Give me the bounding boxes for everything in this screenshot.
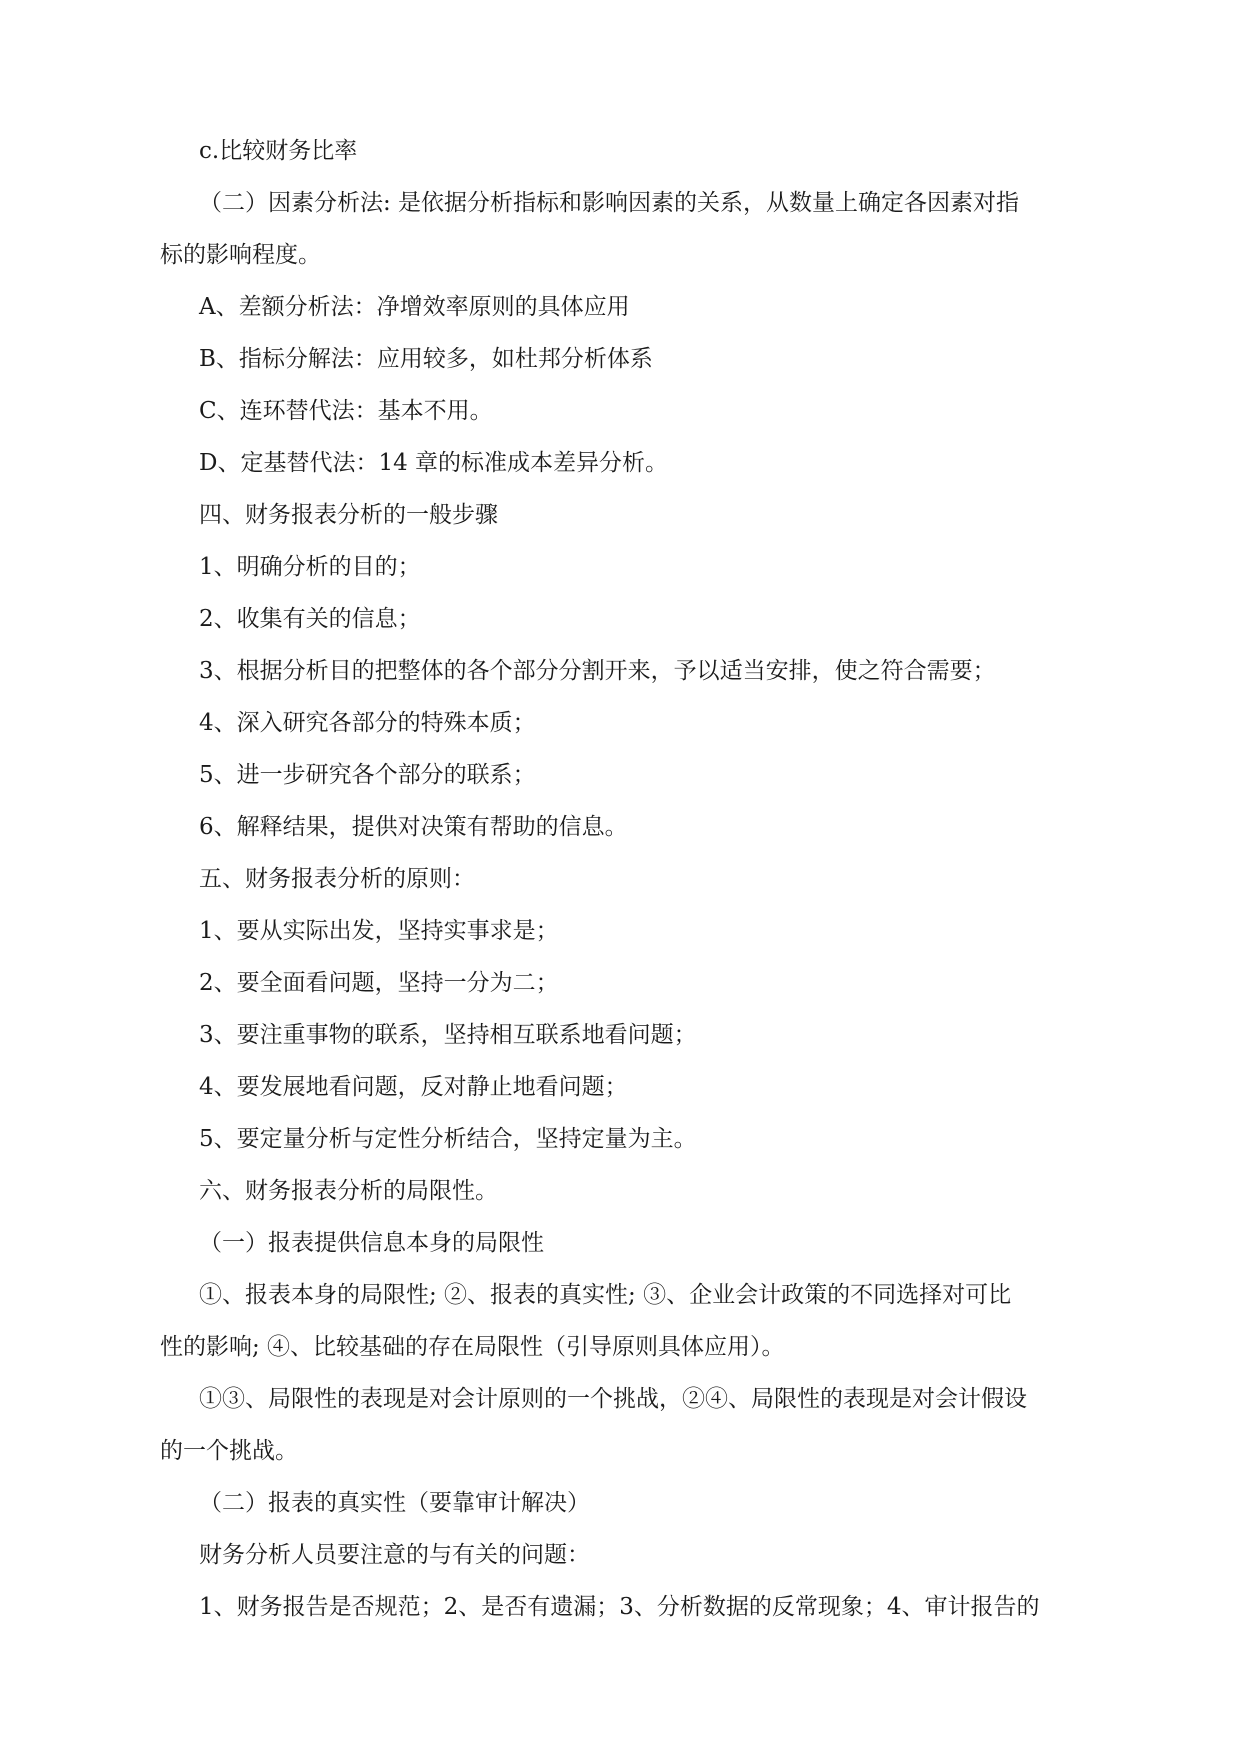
text-line: 2、要全面看问题，坚持一分为二； [199, 970, 559, 996]
text-line: 标的影响程度。 [160, 242, 321, 268]
text-line: 6、解释结果，提供对决策有帮助的信息。 [199, 814, 628, 840]
text-line: 五、财务报表分析的原则： [199, 866, 475, 892]
text-line: 的一个挑战。 [160, 1438, 298, 1464]
text-line: （二）报表的真实性（要靠审计解决） [199, 1490, 590, 1516]
text-line: 5、要定量分析与定性分析结合，坚持定量为主。 [199, 1126, 697, 1152]
text-line: A、差额分析法：净增效率原则的具体应用 [199, 294, 630, 320]
text-line: 3、要注重事物的联系，坚持相互联系地看问题； [199, 1022, 697, 1048]
text-line: （二）因素分析法: 是依据分析指标和影响因素的关系，从数量上确定各因素对指 [199, 190, 1020, 216]
text-line: 4、要发展地看问题，反对静止地看问题； [199, 1074, 628, 1100]
text-line: 性的影响; ④、比较基础的存在局限性（引导原则具体应用）。 [160, 1334, 785, 1360]
text-line: 1、财务报告是否规范；2、是否有遗漏；3、分析数据的反常现象；4、审计报告的 [199, 1594, 1040, 1620]
text-line: D、定基替代法：14 章的标准成本差异分析。 [199, 450, 669, 476]
text-line: 3、根据分析目的把整体的各个部分分割开来，予以适当安排，使之符合需要； [199, 658, 996, 684]
text-line: 5、进一步研究各个部分的联系； [199, 762, 536, 788]
text-line: ①③、局限性的表现是对会计原则的一个挑战，②④、局限性的表现是对会计假设 [199, 1386, 1027, 1412]
text-line: 财务分析人员要注意的与有关的问题： [199, 1542, 590, 1568]
text-line: 1、要从实际出发，坚持实事求是； [199, 918, 559, 944]
text-line: （一）报表提供信息本身的局限性 [199, 1230, 544, 1256]
text-line: 1、明确分析的目的； [199, 554, 421, 580]
text-line: 四、财务报表分析的一般步骤 [199, 502, 498, 528]
text-line: 2、收集有关的信息； [199, 606, 421, 632]
text-line: B、指标分解法：应用较多，如杜邦分析体系 [199, 346, 653, 372]
text-line: 六、财务报表分析的局限性。 [199, 1178, 498, 1204]
text-line: 4、深入研究各部分的特殊本质； [199, 710, 536, 736]
text-line: C、连环替代法：基本不用。 [199, 398, 493, 424]
text-line: c.比较财务比率 [199, 138, 358, 164]
document-body [160, 125, 1090, 1633]
text-line: ①、报表本身的局限性; ②、报表的真实性; ③、企业会计政策的不同选择对可比 [199, 1282, 1012, 1308]
